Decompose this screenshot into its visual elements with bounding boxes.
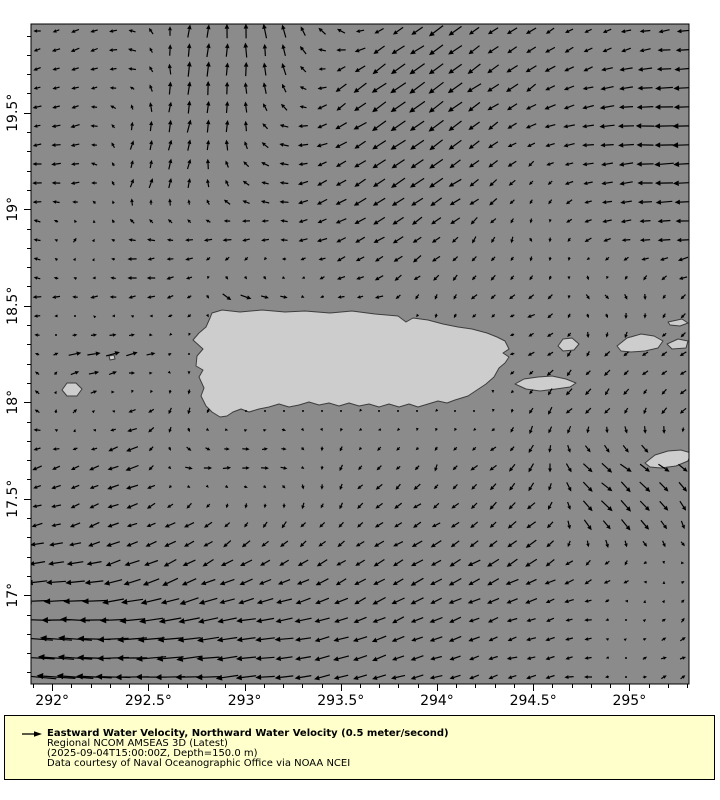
y-tick-label: 18.5° [5, 286, 21, 325]
legend-box [4, 715, 715, 780]
island-desecheo-island [109, 355, 115, 360]
legend-time-depth: (2025-09-04T15:00:00Z, Depth=150.0 m) [47, 748, 258, 759]
x-tick-label: 293.5° [317, 693, 365, 709]
legend-text [47, 729, 449, 769]
legend-dataset: Regional NCOM AMSEAS 3D (Latest) [47, 738, 228, 749]
legend-courtesy: Data courtesy of Naval Oceanographic Office via NOAA NCEI [47, 758, 351, 769]
y-tick-label: 17° [5, 582, 21, 608]
y-tick-label: 19° [5, 196, 21, 222]
x-tick-label: 294° [420, 693, 454, 709]
x-tick-label: 292.5° [124, 693, 172, 709]
y-tick-label: 19.5° [5, 93, 21, 132]
legend-title: Eastward Water Velocity, Northward Water Velocity (0.5 meter/second) [47, 728, 449, 739]
y-tick-label: 18° [5, 389, 21, 415]
x-tick-label: 294.5° [509, 693, 557, 709]
y-tick-label: 17.5° [5, 479, 21, 518]
x-tick-label: 293° [227, 693, 262, 709]
x-tick-label: 295° [612, 693, 647, 709]
x-tick-label: 292° [35, 693, 70, 709]
